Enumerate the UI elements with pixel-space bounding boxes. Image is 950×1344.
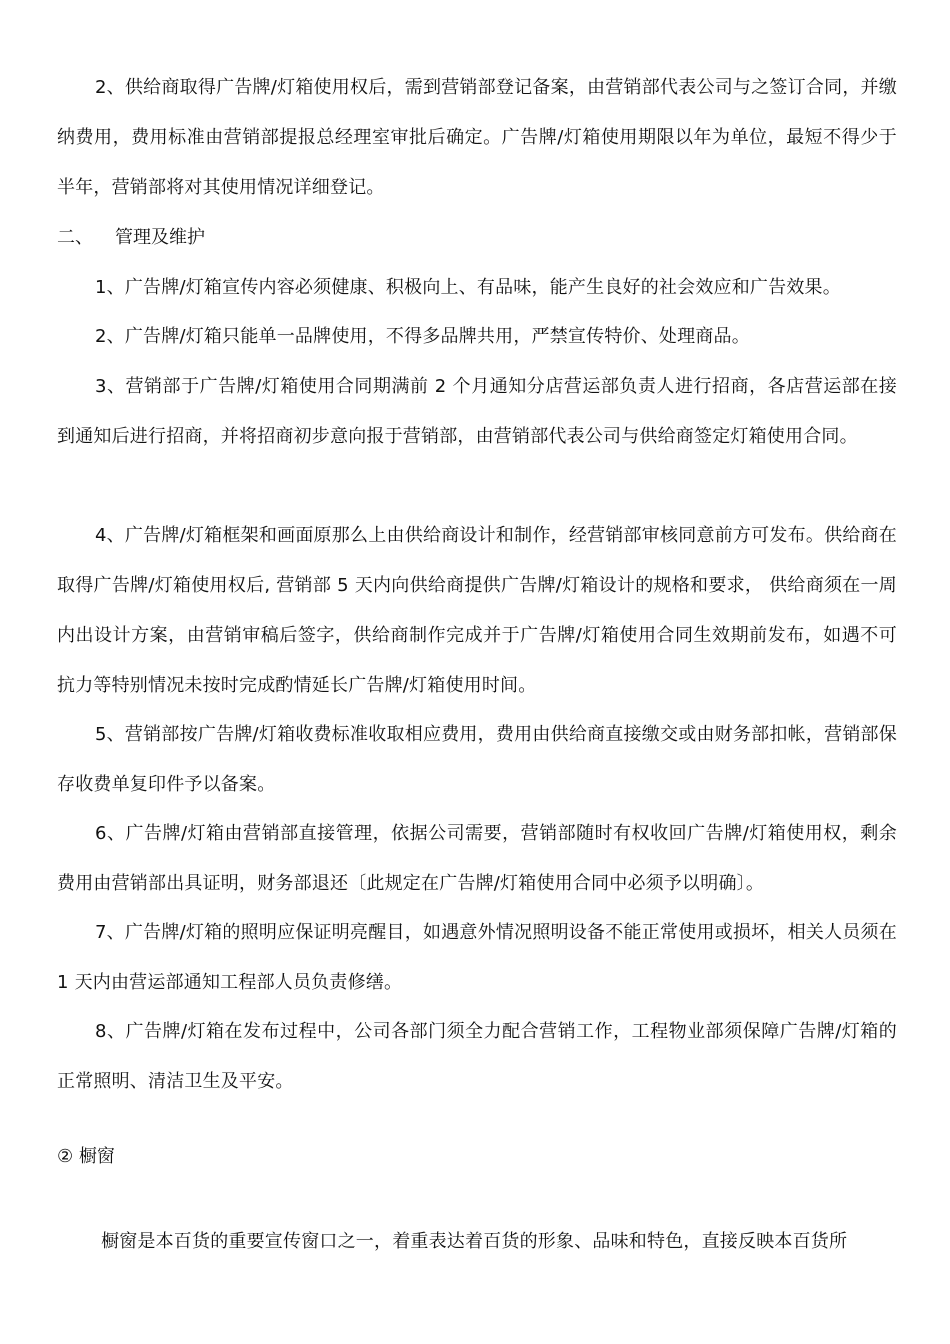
list-item: 3、营销部于广告牌/灯箱使用合同期满前 2 个月通知分店营运部负责人进行招商，各店营运部在接到通知后进行招商，并将招商初步意向报于营销部，由营销部代表公司与供给商签定灯箱使用合同。 — [57, 376, 897, 447]
section-title: 管理及维护 — [115, 227, 205, 248]
list-item: 1、广告牌/灯箱宣传内容必须健康、积极向上、有品味，能产生良好的社会效应和广告效果。 — [95, 277, 841, 298]
subsection-title: ② 橱窗 — [57, 1146, 115, 1167]
section-heading — [57, 213, 205, 263]
list-item: 5、营销部按广告牌/灯箱收费标准收取相应费用，费用由供给商直接缴交或由财务部扣帐，营销部保存收费单复印件予以备案。 — [57, 724, 897, 795]
subsection-paragraph: 橱窗是本百货的重要宣传窗口之一，着重表达着百货的形象、品味和特色，直接反映本百货所 — [101, 1231, 848, 1252]
list-item: 4、广告牌/灯箱框架和画面原那么上由供给商设计和制作，经营销部审核同意前方可发布。供给商在取得广告牌/灯箱使用权后, 营销部 5 天内向供给商提供广告牌/灯箱设计的规格和要求， 供给商须在一周内出设计方案，由营销审稿后签字，供给商制作完成并于广告牌/灯箱使用合同生效期前发布，如遇不可抗力等特别情况未按时完成酌情延长广告牌/灯箱使用时间。 — [57, 525, 897, 696]
list-item: 6、广告牌/灯箱由营销部直接管理，依据公司需要，营销部随时有权收回广告牌/灯箱使用权，剩余费用由营销部出具证明，财务部退还〔此规定在广告牌/灯箱使用合同中必须予以明确〕。 — [57, 823, 897, 894]
intro-paragraph: 2、供给商取得广告牌/灯箱使用权后，需到营销部登记备案，由营销部代表公司与之签订合同，并缴纳费用，费用标准由营销部提报总经理室审批后确定。广告牌/灯箱使用期限以年为单位，最短不得少于半年，营销部将对其使用情况详细登记。 — [57, 77, 897, 198]
list-item: 7、广告牌/灯箱的照明应保证明亮醒目，如遇意外情况照明设备不能正常使用或损坏，相关人员须在 1 天内由营运部通知工程部人员负责修缮。 — [57, 922, 897, 993]
list-item: 2、广告牌/灯箱只能单一品牌使用，不得多品牌共用，严禁宣传特价、处理商品。 — [95, 326, 750, 347]
section-number: 二、 — [57, 227, 93, 248]
list-item: 8、广告牌/灯箱在发布过程中，公司各部门须全力配合营销工作，工程物业部须保障广告牌/灯箱的正常照明、清洁卫生及平安。 — [57, 1021, 897, 1092]
